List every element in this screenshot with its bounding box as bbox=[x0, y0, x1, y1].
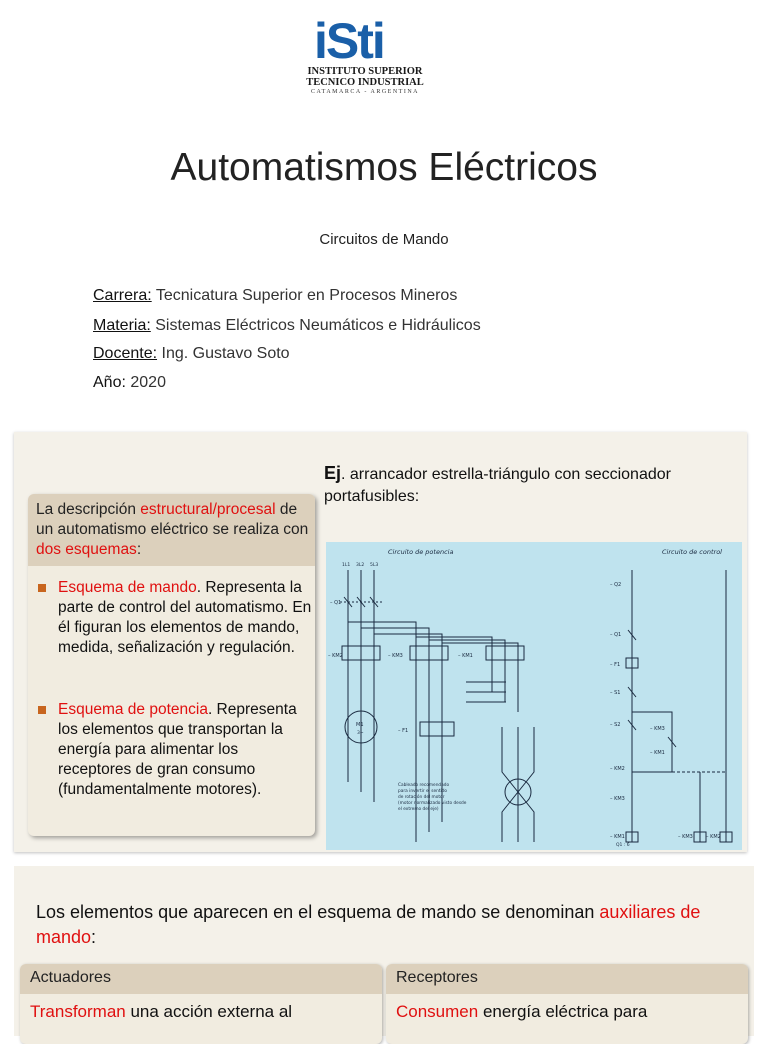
schematic-note-line: el extremo del eje) bbox=[398, 807, 439, 812]
bullet-square-icon bbox=[38, 706, 46, 714]
info-materia bbox=[93, 316, 481, 336]
info-value: Ing. Gustavo Soto bbox=[157, 345, 290, 362]
schematic-label: – Q1 bbox=[610, 632, 622, 638]
info-value: Sistemas Eléctricos Neumáticos e Hidráulicos bbox=[150, 317, 481, 334]
schematic-label: – F1 bbox=[610, 662, 621, 668]
logo-line-3: CATAMARCA - ARGENTINA bbox=[310, 89, 420, 95]
info-label: Materia: bbox=[93, 317, 151, 334]
schematic-label: 3~ bbox=[357, 731, 364, 736]
example-text: . arrancador estrella-triángulo con seccionador portafusibles: bbox=[324, 466, 671, 505]
schematic-note-line: Cableado recomendado bbox=[398, 783, 450, 788]
schematic-label: – S2 bbox=[610, 722, 621, 728]
receptores-title: Receptores bbox=[396, 969, 478, 986]
actuadores-body: una acción externa al bbox=[125, 1002, 293, 1021]
schematic-label: M1 bbox=[356, 722, 364, 728]
schematic-label: – KM2 bbox=[328, 653, 343, 659]
receptores-body: energía eléctrica para bbox=[478, 1002, 648, 1021]
receptores-box bbox=[386, 964, 748, 1044]
intro-highlight: auxiliares de mando bbox=[36, 902, 701, 947]
schematic-label: – F1 bbox=[398, 728, 409, 734]
bullet-square-icon bbox=[38, 584, 46, 592]
phase-label: 5L3 bbox=[370, 563, 379, 568]
schematic-label: – Q2 bbox=[610, 582, 622, 588]
intro-highlight: dos esquemas bbox=[36, 541, 137, 558]
schematic-label: – KM3 bbox=[650, 726, 665, 732]
phase-label: 1L1 bbox=[342, 563, 351, 568]
info-anio bbox=[93, 373, 166, 393]
info-label: Docente: bbox=[93, 345, 158, 362]
intro-text: Los elementos que aparecen en el esquema de mando se denominan bbox=[36, 902, 600, 922]
bullet-term: Esquema de mando bbox=[58, 579, 197, 596]
logo-wordmark: iSti bbox=[314, 13, 384, 69]
bullet-text: . Representa la parte de control del automatismo. En él figuran los elementos de mando, medida, señalización y regulación. bbox=[58, 579, 312, 656]
logo-line-1: INSTITUTO SUPERIOR bbox=[307, 66, 423, 77]
info-label: Carrera: bbox=[93, 287, 152, 304]
description-box bbox=[28, 494, 315, 836]
receptores-text bbox=[396, 1002, 736, 1022]
star-delta-diagram bbox=[326, 542, 742, 850]
actuadores-text bbox=[30, 1002, 370, 1022]
intro-highlight: estructural/procesal bbox=[140, 501, 276, 518]
schematic-label: – KM2 bbox=[610, 766, 625, 772]
schematic-label: – KM3 bbox=[678, 834, 693, 840]
schematic-label: – S1 bbox=[610, 690, 621, 696]
intro-text: de un automatismo eléctrico se realiza con bbox=[36, 501, 309, 538]
schematic-label: – KM3 bbox=[388, 653, 403, 659]
schematic-label: – KM1 bbox=[458, 653, 473, 659]
auxiliares-intro bbox=[36, 900, 736, 950]
intro-text: : bbox=[136, 541, 142, 558]
schematic-label: – KM2 bbox=[706, 834, 721, 840]
page-subtitle: Circuitos de Mando bbox=[319, 231, 449, 248]
schematic-note-line: de rotación del motor bbox=[398, 795, 445, 800]
slide-esquemas bbox=[14, 432, 747, 852]
bullet-term: Esquema de potencia bbox=[58, 701, 208, 718]
intro-text: : bbox=[91, 927, 97, 947]
info-carrera bbox=[93, 286, 457, 306]
logo-line-2: TECNICO INDUSTRIAL bbox=[306, 77, 424, 88]
schematic-label: – KM3 bbox=[610, 796, 625, 802]
schematic-label: Q1 : 6 bbox=[616, 843, 630, 848]
schematic-label: – Q1 bbox=[330, 600, 342, 606]
power-circuit-title: Circuito de potencia bbox=[388, 548, 454, 556]
info-value: Tecnicatura Superior en Procesos Mineros bbox=[151, 287, 458, 304]
info-label: Año: bbox=[93, 374, 126, 391]
control-circuit-title: Circuito de control bbox=[662, 548, 722, 556]
schematic-note-line: (motor normalizado visto desde bbox=[398, 801, 467, 806]
example-caption bbox=[324, 462, 744, 508]
info-docente bbox=[93, 344, 290, 364]
bullet-text: . Representa los elementos que transportan la energía para alimentar los receptores de gran consumo (fundamentalmente motores). bbox=[58, 701, 297, 798]
institute-logo bbox=[290, 14, 440, 96]
schematic-label: – KM1 bbox=[610, 834, 625, 840]
page-title: Automatismos Eléctricos bbox=[170, 146, 598, 189]
example-label: Ej bbox=[324, 463, 342, 483]
info-value: 2020 bbox=[125, 374, 166, 391]
circuit-schematic bbox=[326, 542, 742, 850]
description-intro bbox=[36, 500, 311, 560]
actuadores-title: Actuadores bbox=[30, 969, 111, 986]
phase-label: 3L2 bbox=[356, 563, 365, 568]
actuadores-box bbox=[20, 964, 382, 1044]
intro-text: La descripción bbox=[36, 501, 141, 518]
schematic-label: – KM1 bbox=[650, 750, 665, 756]
slide-auxiliares bbox=[14, 866, 754, 1036]
actuadores-term: Transforman bbox=[30, 1002, 126, 1021]
receptores-term: Consumen bbox=[396, 1002, 479, 1021]
schematic-note-line: para invertir el sentido bbox=[398, 789, 448, 794]
